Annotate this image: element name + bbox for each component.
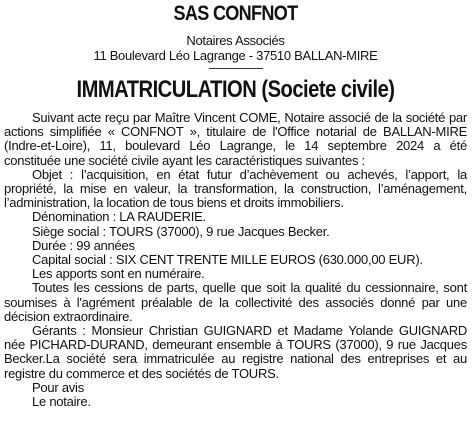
- intro-paragraph: Suivant acte reçu par Maître Vincent COME, Notaire associé de la société par actions simplifiée « CONFNOT », titulaire de l'Office notarial de BALLAN-MIRE (Indre-et-Loire), 11, boulevard Léo Lagrange, le 14 septembre 2024 a été constituée une société civile ayant les caractéristiques suivantes :: [4, 110, 467, 168]
- company-name: SAS CONFNOT: [173, 2, 298, 25]
- duree-line: Durée : 99 années: [32, 237, 135, 253]
- signature-line: Le notaire.: [32, 394, 91, 410]
- pour-avis-line: Pour avis: [32, 379, 84, 395]
- office-label: Notaires Associés: [186, 33, 285, 48]
- cessions-paragraph: Toutes les cessions de parts, quelle que soit la qualité du cessionnaire, sont soumises à l'agrément préalable de la collectivité des associés donné par une décision extraordinaire.: [4, 280, 467, 324]
- office-address: 11 Boulevard Léo Lagrange - 37510 BALLAN-MIRE: [93, 48, 378, 63]
- denomination-line: Dénomination : LA RAUDERIE.: [32, 209, 206, 225]
- siege-line: Siège social : TOURS (37000), 9 rue Jacques Becker.: [32, 223, 330, 239]
- objet-paragraph: Objet : l’acquisition, en état futur d’achèvement ou achevés, l’apport, la propriété, la mise en valeur, la transformation, la construction, l’aménagement, l’administration, la location de tous biens et droits immobiliers.: [4, 166, 467, 211]
- notice-body: [4, 111, 467, 409]
- apports-line: Les apports sont en numéraire.: [32, 266, 205, 282]
- gerants-paragraph: Gérants : Monsieur Christian GUIGNARD et Madame Yolande GUIGNARD née PICHARD-DURAND, demeurant ensemble à TOURS (37000), 9 rue Jacques Becker.La société sera immatriculée au registre national des entreprises et au registre du commerce et des sociétés de TOURS.: [4, 323, 467, 381]
- capital-line: Capital social : SIX CENT TRENTE MILLE EUROS (630.000,00 EUR).: [32, 252, 423, 268]
- divider-rule: [209, 68, 263, 69]
- notice-title: IMMATRICULATION (Societe civile): [76, 76, 395, 103]
